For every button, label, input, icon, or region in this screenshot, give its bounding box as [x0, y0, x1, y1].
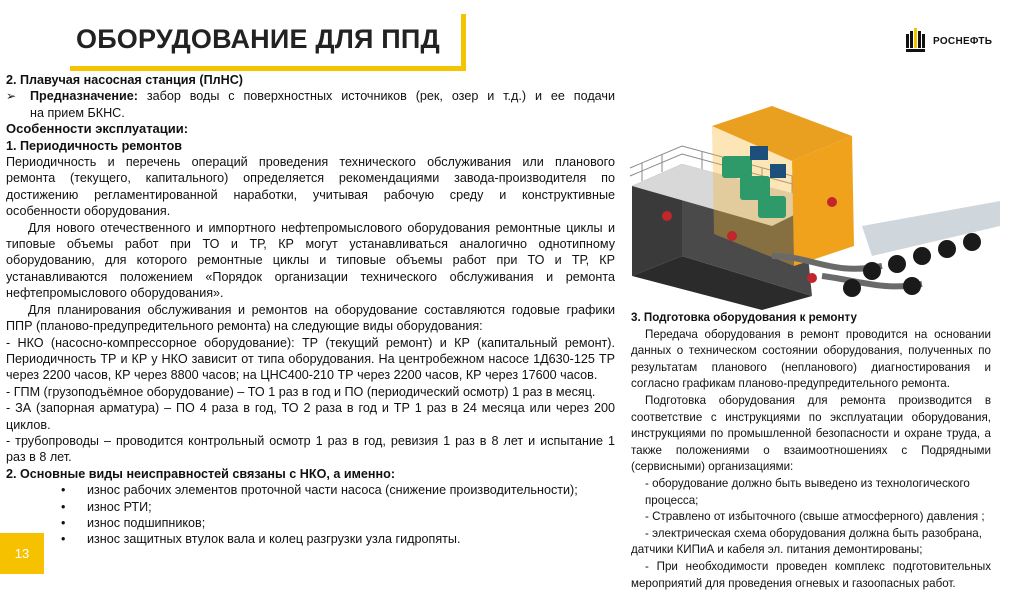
paragraph-2-line: нефтепромыслового оборудования». [6, 285, 615, 301]
right-paragraph-line: датчики КИПиА и кабеля эл. питания демонтированы; [631, 542, 991, 559]
right-paragraph-line: результатам планового (непланового) диагностирования и [631, 360, 991, 377]
pipeline-line: - трубопроводы – проводится контрольный осмотр 1 раз в год, ревизия 1 раз в 8 лет и испытание 1 [6, 433, 615, 449]
bullet-icon: • [61, 499, 87, 515]
arrow-bullet-icon: ➢ [6, 88, 30, 104]
rosneft-logo [906, 28, 992, 54]
page-number-badge: 13 [0, 533, 44, 574]
right-paragraph-line: также положениями о взаимоотношениях с Подрядными [631, 443, 991, 460]
right-paragraph-line: соответствие с инструкциями по эксплуатации оборудования, [631, 410, 991, 427]
left-column [6, 72, 615, 548]
nko-line: через 2200 часов, КР через 8800 часов; на ЦНС400-210 ТР через 2200 часов, КР через 17600 часов. [6, 367, 615, 383]
paragraph-3-line: Для планирования обслуживания и ремонтов на оборудование составляются годовые графики [6, 302, 615, 318]
section-heading: 2. Плавучая насосная станция (ПлНС) [6, 72, 615, 88]
faults-heading: 2. Основные виды неисправностей связаны с НКО, а именно: [6, 466, 615, 482]
paragraph-2-line: Для нового отечественного и импортного нефтепромыслового оборудования ремонтные циклы и [6, 220, 615, 236]
za-line: - ЗА (запорная арматура) – ПО 4 раза в год, ТО 2 раза в год и ТР 1 раз в 24 месяца или через 200 [6, 400, 615, 416]
purpose-text-2: на прием БКНС. [30, 105, 615, 121]
right-paragraph-line: (сервисными) организациями: [631, 459, 991, 476]
paragraph-2-line: оборудованию, для которого ремонтные циклы и типовые объемы работ при ТО и ТР, КР [6, 252, 615, 268]
bullet-icon: • [61, 531, 87, 547]
logo-text: РОСНЕФТЬ [933, 36, 992, 47]
list-item: • износ защитных втулок вала и колец разгрузки узла гидропяты. [6, 531, 615, 547]
purpose-row [6, 88, 615, 121]
right-paragraph-line: данных о техническом состоянии оборудования, полученных по [631, 343, 991, 360]
right-paragraph-line: мероприятий для проведения огневых и газоопасных работ. [631, 576, 991, 592]
right-paragraph-line: - Стравлено от избыточного (свыше атмосферного) давления ; [631, 509, 991, 526]
paragraph-1-line: достижению регламентированной наработки, учитывая рабочую среду и конструктивные [6, 187, 615, 203]
purpose-label: Предназначение: [30, 89, 138, 103]
operation-heading: Особенности эксплуатации: [6, 121, 615, 137]
page-title: ОБОРУДОВАНИЕ ДЛЯ ППД [76, 24, 440, 55]
list-item: • износ подшипников; [6, 515, 615, 531]
paragraph-1-line: ремонта (текущего, капитального) определяется рекомендациями завода-производителя по [6, 170, 615, 186]
periodicity-heading: 1. Периодичность ремонтов [6, 138, 615, 154]
list-item: • износ РТИ; [6, 499, 615, 515]
right-paragraph-line: - электрическая схема оборудования должна быть разобрана, [631, 526, 991, 543]
nko-line: Периодичность ТР и КР у НКО зависит от типа оборудования. На центробежном насосе 1Д630-125 ТР [6, 351, 615, 367]
za-line: циклов. [6, 417, 615, 433]
nko-line: - НКО (насосно-компрессорное оборудование): ТР (текущий ремонт) и КР (капитальный ремонт). [6, 335, 615, 351]
right-column [631, 310, 991, 592]
list-item: • износ рабочих элементов проточной части насоса (снижение производительности); [6, 482, 615, 498]
purpose-text-1: забор воды с поверхностных источников (рек, озер и т.д.) и ее подачи [138, 89, 615, 103]
pipeline-line: раз в 8 лет. [6, 449, 615, 465]
right-paragraph-line: - оборудование должно быть выведено из технологического [631, 476, 991, 493]
bullet-icon: • [61, 482, 87, 498]
repair-prep-heading: 3. Подготовка оборудования к ремонту [631, 310, 991, 327]
paragraph-2-line: устанавливаются положением «Порядок организации технического обслуживания и ремонта [6, 269, 615, 285]
pump-station-illustration [622, 106, 1000, 310]
right-paragraph-line: Подготовка оборудования для ремонта производится в [631, 393, 991, 410]
purpose-line-1 [30, 88, 615, 104]
right-paragraph-line: согласно графикам планово-предупредительного ремонта. [631, 376, 991, 393]
right-paragraph-line: инструкциями по промышленной безопасности и охране труда, а [631, 426, 991, 443]
paragraph-3-line: ППР (планово-предупредительного ремонта) на следующие виды оборудования: [6, 318, 615, 334]
paragraph-2-line: типовые объемы работ при ТО и ТР, КР могут устанавливаться аналогично однотипному [6, 236, 615, 252]
gpm-line: - ГПМ (грузоподъёмное оборудование) – ТО 1 раз в год и ПО (периодический осмотр) 1 раз в месяц. [6, 384, 615, 400]
right-paragraph-line: - При необходимости проведен комплекс подготовительных [631, 559, 991, 576]
rosneft-logo-icon [906, 28, 930, 54]
paragraph-1-line: Периодичность и перечень операций проведения технического обслуживания или планового [6, 154, 615, 170]
right-paragraph-line: Передача оборудования в ремонт проводится на основании [631, 327, 991, 344]
right-paragraph-line: процесса; [631, 493, 991, 510]
bullet-icon: • [61, 515, 87, 531]
paragraph-1-line: особенности оборудования. [6, 203, 615, 219]
